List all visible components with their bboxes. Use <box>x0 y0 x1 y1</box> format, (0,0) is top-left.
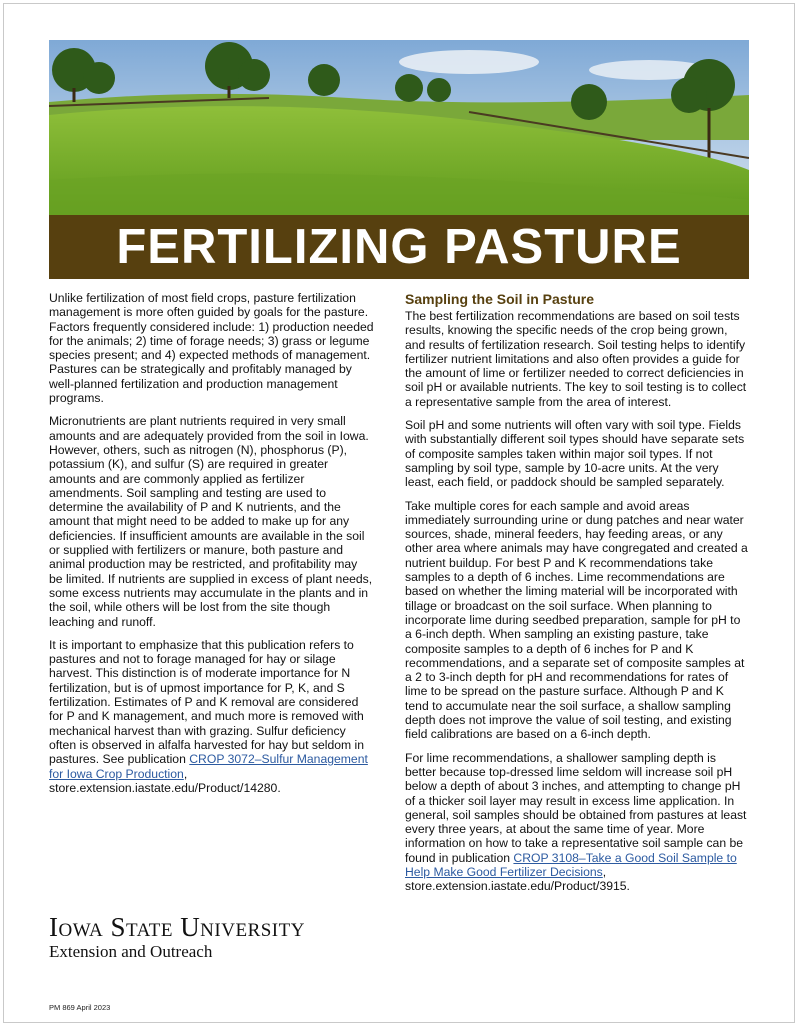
sampling-paragraph-3: Take multiple cores for each sample and avoid areas immediately surrounding urine or dung patches and near water sources, shade, mineral feeders, hay feeding areas, or any other area where animals may have congregated and created a nutrient buildup. For best P and K recommendations take samples to a depth of 6 inches. Lime recommendations are based on whether the liming material will be incorporated with tillage or broadcast on the soil surface. When planning to incorporate lime during seedbed preparation, sample for pH to a 6-inch depth. When sampling an existing pasture, take composite samples to a depth of 6 inches for P and K recommendations, and a separate set of composite samples at a 2 to 3-inch depth for pH and recommendations for rates of lime to be spread on the pasture surface. Although P and K tend to accumulate near the soil surface, a shallow sampling depth does not improve the value of soil testing, and existing field calibrations are based on a 6-inch depth. <box>405 498 748 742</box>
page-title: FERTILIZING PASTURE <box>116 220 682 274</box>
sampling-paragraph-4 <box>405 751 750 894</box>
pasture-illustration <box>49 40 749 218</box>
sulfur-management-link[interactable]: CROP 3072–Sulfur Management for Iowa Crop Production <box>49 752 368 781</box>
intro-paragraph: Unlike fertilization of most field crops, pasture fertilization management is more often guided by goals for the pasture. Factors frequently considered include: 1) production needed for the animals; 2) time of forage needs; 3) grass or legume species present; and 4) expected methods of management. Pastures can be strategically and profitably managed by well-planned fertilization and production management programs. <box>49 291 374 406</box>
paragraph-text: It is important to emphasize that this publication refers to pastures and not to forage managed for hay or silage harvest. This distinction is of moderate importance for N fertilization, but is of upmost importance for P, K, and S fertilization. Estimates of P and K removal are considered for P and K management, and much more is removed with mechanical harvest than with grazing. Sulfur deficiency often is observed in alfalfa harvested for hay but seldom in pastures. See publication <box>49 637 365 767</box>
extension-name: Extension and Outreach <box>49 942 213 961</box>
isu-logo <box>49 912 349 962</box>
title-band <box>49 215 749 279</box>
sampling-heading: Sampling the Soil in Pasture <box>405 291 595 307</box>
paragraph-text: For lime recommendations, a shallower sampling depth is better because top-dressed lime seldom will increase soil pH below a depth of about 3 inches, and attempting to change pH of a thicker soil layer may result in excess lime application. In general, soil samples should be obtained from pastures at least every three years, at about the same time of year. More information on how to take a representative soil sample can be found in publication <box>405 750 747 865</box>
right-column <box>405 291 750 903</box>
soil-sample-link[interactable]: CROP 3108–Take a Good Soil Sample to Help Make Good Fertilizer Decisions <box>405 850 737 879</box>
left-column <box>49 291 374 804</box>
hero-pasture-photo <box>49 40 749 218</box>
pasture-vs-hay-paragraph <box>49 638 374 795</box>
paragraph-end: , store.extension.iastate.edu/Product/14280. <box>49 766 281 795</box>
paragraph-end: , store.extension.iastate.edu/Product/3915. <box>405 864 630 894</box>
sampling-paragraph-2: Soil pH and some nutrients will often vary with soil type. Fields with substantially different soil types should have separate sets of composite samples taken within major soil types. If not sampling by soil type, sample by 10-acre units. At the very least, each field, or paddock should be sampled separately. <box>405 418 745 490</box>
micronutrients-paragraph: Micronutrients are plant nutrients required in very small amounts and are adequately provided from the soil in Iowa. However, others, such as nitrogen (N), phosphorus (P), potassium (K), and sulfur (S) are required in greater amounts and are commonly applied as fertilizer amendments. Soil sampling and testing are used to determine the availability of P and K nutrients, and the amount that might need to be added to make up for any deficiencies. If insufficient amounts are available in the soil or supplied with fertilizers or manure, both pasture and animal production may be restricted, and profitability may be limited. If nutrients are supplied in excess of plant needs, some excess nutrients may accumulate in the plants and in the soil, while others will be lost from the site though leaching and runoff. <box>49 414 373 629</box>
university-name: Iowa State University <box>49 912 305 942</box>
publication-number: PM 869 April 2023 <box>49 1003 111 1012</box>
sampling-paragraph-1: The best fertilization recommendations are based on soil tests results, knowing the specific needs of the crop being grown, and results of fertilization research. Soil testing helps to identify fertilizer nutrient limitations and also often provides a guide for the amount of lime or fertilizer needed to correct deficiencies in soil pH or available nutrients. The key to soil testing is to collect a representative sample from the area of interest. <box>405 309 747 409</box>
